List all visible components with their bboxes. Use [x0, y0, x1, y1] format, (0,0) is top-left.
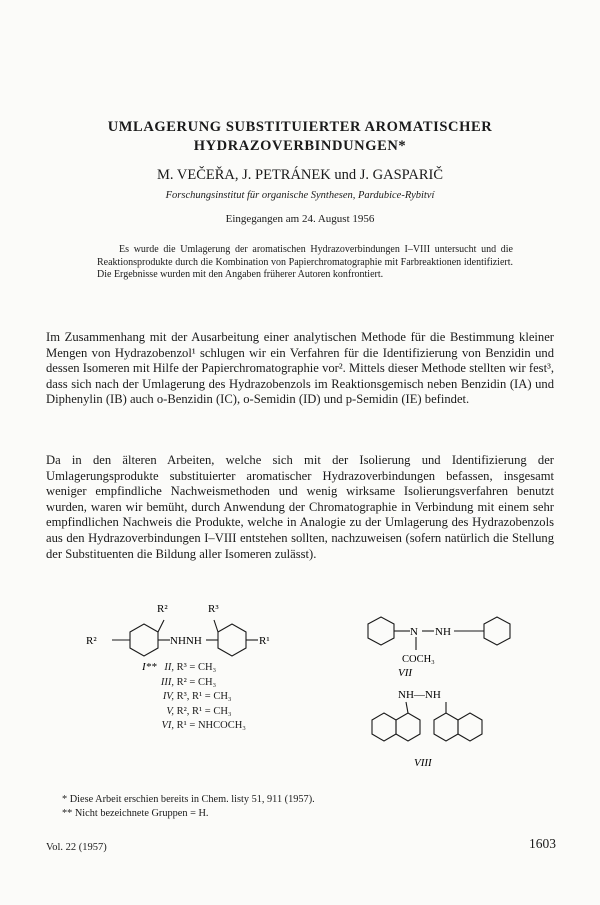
title-line-1: UMLAGERUNG SUBSTITUIERTER AROMATISCHER	[107, 119, 493, 135]
article-title	[0, 118, 600, 156]
page-number: 1603	[529, 836, 556, 851]
footnotes	[62, 793, 315, 821]
vii-coch3-label: COCH₃	[402, 654, 435, 665]
naphthalene-right-a	[434, 713, 458, 741]
vii-n-label: N	[410, 626, 418, 638]
compound-i-label: I**	[142, 661, 157, 673]
footnote-1: * Diese Arbeit erschien bereits in Chem. listy 51, 911 (1957).	[62, 794, 315, 805]
footnote-2: ** Nicht bezeichnete Gruppen = H.	[62, 808, 209, 819]
body-paragraph-2: Da in den älteren Arbeiten, welche sich mit der Isolierung und Identifizierung der Umlagerungsprodukte substituierter aromatischer Hydrazoverbindungen befassen, insgesamt weniger empfindliche Nachweismethoden und wenig wirksame Isolierungsverfahren benutzt wurden, waren wir bemüht, durch Anwendung der Chromatographie in Verbindung mit einem sehr empfindlichen Nachweis die Produkte, welche in Analogie zu der Umlagerung des Hydrazobenzols aus den Hydrazoverbindungen I–VIII entstehen sollten, nachzuweisen (sofern natürlich die Stellung der Substituenten die Bildung aller Isomeren zulässt).	[46, 453, 554, 561]
affiliation: Forschungsinstitut für organische Synthesen, Pardubice-Rybitví	[165, 190, 435, 201]
r3-label: R³	[208, 603, 219, 615]
volume-label: Vol. 22 (1957)	[46, 842, 107, 853]
compound-row-iv: IV, R³, R¹ = CH₃	[162, 691, 232, 703]
naphthalene-right-b	[458, 713, 482, 741]
compound-list	[140, 661, 246, 734]
benzene-ring-left	[130, 624, 158, 656]
compound-viii-label: VIII	[414, 757, 432, 769]
r2-top-label: R²	[157, 603, 168, 615]
compound-row-ii: II, R³ = CH₃	[164, 662, 217, 673]
compound-vii-label: VII	[398, 667, 413, 679]
compound-row-iii: III, R² = CH₃	[160, 676, 217, 688]
benzene-ring-vii-right	[484, 617, 510, 645]
title-line-2: HYDRAZOVERBINDUNGEN*	[193, 138, 407, 154]
compound-row-vi: VI, R¹ = NHCOCH₃	[161, 720, 246, 732]
authors: M. VEČEŘA, J. PETRÁNEK und J. GASPARIČ	[156, 167, 444, 183]
viii-nhnh-label: NH—NH	[398, 689, 441, 701]
benzene-ring-right	[218, 624, 246, 656]
naphthalene-left-b	[396, 713, 420, 741]
r2-left-label: R²	[86, 635, 97, 647]
vii-nh-label: NH	[435, 626, 451, 638]
received-date: Eingegangen am 24. August 1956	[225, 213, 375, 225]
abstract: Es wurde die Umlagerung der aromatischen Hydrazoverbindungen I–VIII untersucht und die Reaktionsprodukte durch die Kombination von Papierchromatographie mit Farbreaktionen identifiziert. Die Ergebnisse wurden mit den Angaben früherer Autoren konfrontiert.	[97, 244, 513, 280]
compound-row-v: V, R², R¹ = CH₃	[166, 705, 232, 717]
naphthalene-left-a	[372, 713, 396, 741]
r1-label: R¹	[259, 635, 270, 647]
nhnh-label: NHNH	[170, 635, 202, 647]
benzene-ring-vii-left	[368, 617, 394, 645]
body-paragraph-1: Im Zusammenhang mit der Ausarbeitung einer analytischen Methode für die Bestimmung kleiner Mengen von Hydrazobenzol¹ schlugen wir ein Verfahren für die Identifizierung von Benzidin und dessen Isomeren mit Hilfe der Papierchromatographie vor². Mittels dieser Methode stellten wir fest³, dass sich nach der Umlagerung des Hydrazobenzols im Reaktionsgemisch neben Benzidin (IA) und Diphenylin (IB) auch o-Benzidin (IC), o-Semidin (ID) und p-Semidin (IE) befindet.	[46, 330, 554, 407]
